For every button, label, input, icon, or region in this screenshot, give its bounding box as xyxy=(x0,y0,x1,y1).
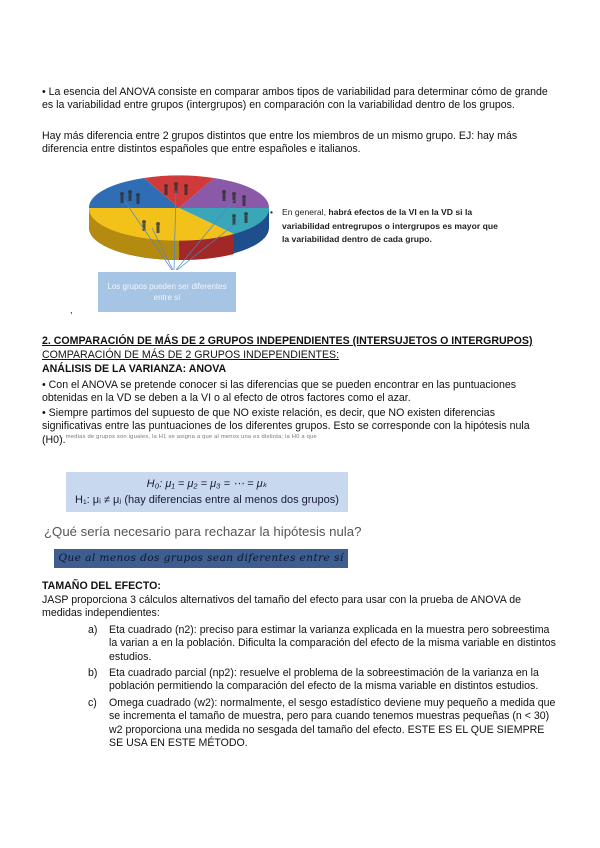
intro-paragraph-1: • La esencia del ANOVA consiste en comparar ambos tipos de variabilidad para determinar cómo de grande es la variabilidad entre grupos (intergrupos) en comparación con la variabilidad dentro de los grupos. xyxy=(42,86,548,112)
anova-paragraph-2: • Siempre partimos del supuesto de que NO existe relación, es decir, que NO existen diferencias significativas entre las puntuaciones de los diferentes grupos. Esto se corresponde con la hipótesis nula (H0). xyxy=(42,407,530,446)
list-item: a) Eta cuadrado (n2): preciso para estimar la varianza explicada en la muestra pero sobreestima la varian a en la población. Dificulta la comparación del efecto de la misma variable en distintos estudios. xyxy=(88,624,556,663)
anova-paragraph-1: • Con el ANOVA se pretende conocer si las diferencias que se pueden encontrar en las puntuaciones obtenidas en la VD se deben a la VI o al efecto de otros factores como el azar. xyxy=(42,379,517,405)
reject-question: ¿Qué sería necesario para rechazar la hipótesis nula? xyxy=(44,524,362,539)
answer-box xyxy=(54,549,348,568)
hypotheses-box xyxy=(66,472,348,512)
anova-title: ANÁLISIS DE LA VARIANZA: ANOVA xyxy=(42,363,227,375)
hypothesis-faint-text: … medias de grupos son iguales, la H1 se asigna a que al menos una es distinta; la H0 a que xyxy=(58,434,317,440)
stray-mark: , xyxy=(70,305,73,315)
alternative-hypothesis: H₁: μᵢ ≠ μⱼ (hay diferencias entre al menos dos grupos) xyxy=(75,494,339,506)
intro-paragraph-2: Hay más diferencia entre 2 grupos distintos que entre los miembros de un mismo grupo. EJ: hay más diferencia entre distintos españoles que entre españoles e italianos. xyxy=(42,130,518,156)
side-note-bullet: • xyxy=(270,207,274,217)
figure-caption: Los grupos pueden ser diferentes entre sí xyxy=(98,272,236,312)
null-hypothesis: H₀: μ₁ = μ₂ = μ₃ = ⋯ = μₖ xyxy=(146,478,268,490)
section-heading: 2. COMPARACIÓN DE MÁS DE 2 GRUPOS INDEPENDIENTES (INTERSUJETOS O INTERGRUPOS) xyxy=(42,335,533,347)
list-item: c) Omega cuadrado (w2): normalmente, el sesgo estadístico deviene muy pequeño a medida que se incrementa el tamaño de muestra, pero para cuando tenemos muestras pequeñas (n < 30) w2 proporciona una medida no sesgada del tamaño del efecto. ESTE ES EL QUE SIEMPRE SE USA EN ESTE MÉTODO. xyxy=(88,697,556,750)
answer-text: Que al menos dos grupos sean diferentes entre sí xyxy=(58,552,344,564)
list-item: b) Eta cuadrado parcial (np2): resuelve el problema de la sobreestimación de la varianza en la población permitiendo la comparación del efecto de la misma variable en distintos estudios. xyxy=(88,667,539,693)
figure-side-note: • En general, habrá efectos de la VI en la VD si la variabilidad entregrupos o intergrupos es mayor que la variabilidad dentro de cada grupo. xyxy=(270,207,498,244)
groups-pie-figure xyxy=(84,170,274,270)
effect-size-intro: JASP proporciona 3 cálculos alternativos del tamaño del efecto para usar con la prueba de ANOVA de medidas independientes: xyxy=(42,594,521,620)
section-subheading: COMPARACIÓN DE MÁS DE 2 GRUPOS INDEPENDIENTES: xyxy=(42,349,340,361)
effect-size-title: TAMAÑO DEL EFECTO: xyxy=(42,580,161,592)
